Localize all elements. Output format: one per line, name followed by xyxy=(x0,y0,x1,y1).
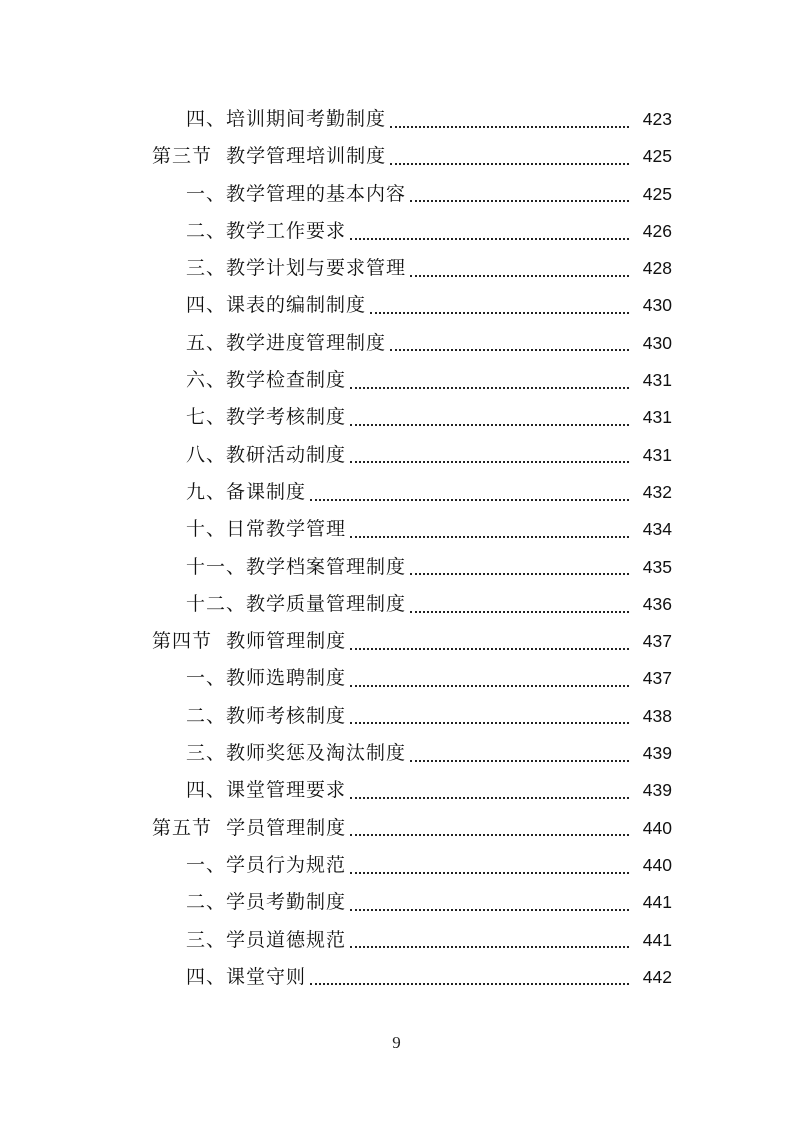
dot-leader xyxy=(410,760,629,762)
toc-entry-title: 三、教师奖惩及淘汰制度 xyxy=(186,742,407,765)
toc-section-entry[interactable] xyxy=(0,810,793,847)
toc-entry-page: 436 xyxy=(642,593,672,614)
toc-entry-page: 441 xyxy=(642,892,672,913)
toc-entry-page: 442 xyxy=(642,966,672,987)
toc-entry[interactable] xyxy=(0,287,793,324)
toc-entry-title: 四、课堂管理要求 xyxy=(186,779,347,802)
dot-leader xyxy=(410,200,629,202)
page-number: 9 xyxy=(392,1033,401,1052)
toc-entry-title: 六、教学检查制度 xyxy=(186,369,347,392)
toc-entry-title: 二、教师考核制度 xyxy=(186,704,347,727)
toc-entry-page: 432 xyxy=(642,481,672,502)
toc-entry[interactable] xyxy=(0,586,793,623)
toc-entry-title: 第四节 教师管理制度 xyxy=(152,630,347,653)
toc-entry-title: 十一、教学档案管理制度 xyxy=(186,555,407,578)
dot-leader xyxy=(310,499,629,501)
toc-section-entry[interactable] xyxy=(0,138,793,175)
toc-entry-title: 一、教师选聘制度 xyxy=(186,667,347,690)
dot-leader xyxy=(410,275,629,277)
dot-leader xyxy=(350,946,629,948)
toc-entry[interactable] xyxy=(0,437,793,474)
toc-entry[interactable] xyxy=(0,101,793,138)
toc-entry-page: 437 xyxy=(642,668,672,689)
dot-leader xyxy=(410,573,629,575)
toc-entry-page: 439 xyxy=(642,743,672,764)
toc-entry-title: 五、教学进度管理制度 xyxy=(186,331,387,354)
toc-entry-title: 第五节 学员管理制度 xyxy=(152,816,347,839)
dot-leader xyxy=(410,611,629,613)
dot-leader xyxy=(350,536,629,538)
toc-entry[interactable] xyxy=(0,399,793,436)
toc-entry-page: 440 xyxy=(642,854,672,875)
toc-entry-title: 二、学员考勤制度 xyxy=(186,891,347,914)
toc-entry-title: 四、课堂守则 xyxy=(186,965,307,988)
dot-leader xyxy=(350,685,629,687)
toc-entry-page: 423 xyxy=(642,109,672,129)
toc-entry-page: 439 xyxy=(642,780,672,801)
toc-entry-page: 426 xyxy=(642,220,672,241)
toc-entry[interactable] xyxy=(0,959,793,996)
toc-entry-page: 438 xyxy=(642,705,672,726)
toc-entry-title: 十二、教学质量管理制度 xyxy=(186,592,407,615)
toc-entry-title: 二、教学工作要求 xyxy=(186,219,347,242)
toc-entry-title: 第三节 教学管理培训制度 xyxy=(152,145,387,168)
toc-entry-page: 430 xyxy=(642,295,672,316)
dot-leader xyxy=(350,872,629,874)
toc-entry-title: 十、日常教学管理 xyxy=(186,518,347,541)
dot-leader xyxy=(350,834,629,836)
toc-entry-page: 437 xyxy=(642,631,672,652)
dot-leader xyxy=(390,126,629,128)
toc-entry[interactable] xyxy=(0,474,793,511)
dot-leader xyxy=(350,387,629,389)
toc-entry[interactable] xyxy=(0,660,793,697)
dot-leader xyxy=(390,163,629,165)
toc-entry[interactable] xyxy=(0,213,793,250)
toc-entry[interactable] xyxy=(0,250,793,287)
toc-entry-page: 431 xyxy=(642,444,672,465)
toc-entry-title: 九、备课制度 xyxy=(186,480,307,503)
toc-entry-page: 440 xyxy=(642,817,672,838)
toc-entry[interactable] xyxy=(0,176,793,213)
toc-entry-title: 七、教学考核制度 xyxy=(186,406,347,429)
toc-entry-page: 425 xyxy=(642,183,672,204)
toc-entry-title: 四、培训期间考勤制度 xyxy=(186,108,387,130)
dot-leader xyxy=(350,424,629,426)
toc-entry[interactable] xyxy=(0,922,793,959)
toc-entry-title: 三、学员道德规范 xyxy=(186,928,347,951)
dot-leader xyxy=(350,797,629,799)
toc-entry[interactable] xyxy=(0,772,793,809)
dot-leader xyxy=(350,648,629,650)
toc-entry[interactable] xyxy=(0,362,793,399)
toc-entry[interactable] xyxy=(0,325,793,362)
toc-section-entry[interactable] xyxy=(0,623,793,660)
toc-entry-title: 三、教学计划与要求管理 xyxy=(186,257,407,280)
toc-entry-page: 431 xyxy=(642,407,672,428)
toc-entry[interactable] xyxy=(0,884,793,921)
toc-entry-title: 四、课表的编制制度 xyxy=(186,294,367,317)
dot-leader xyxy=(350,909,629,911)
toc-entry[interactable] xyxy=(0,847,793,884)
toc-entry[interactable] xyxy=(0,549,793,586)
toc-entry-page: 431 xyxy=(642,370,672,391)
toc-entry-page: 434 xyxy=(642,519,672,540)
toc-entry[interactable] xyxy=(0,511,793,548)
table-of-contents xyxy=(0,101,793,996)
toc-entry[interactable] xyxy=(0,698,793,735)
toc-entry-title: 八、教研活动制度 xyxy=(186,443,347,466)
dot-leader xyxy=(370,312,629,314)
toc-entry-page: 435 xyxy=(642,556,672,577)
toc-entry-page: 428 xyxy=(642,258,672,279)
dot-leader xyxy=(350,238,629,240)
toc-entry-title: 一、教学管理的基本内容 xyxy=(186,182,407,205)
toc-entry[interactable] xyxy=(0,735,793,772)
dot-leader xyxy=(350,461,629,463)
dot-leader xyxy=(390,349,629,351)
dot-leader xyxy=(310,983,629,985)
dot-leader xyxy=(350,722,629,724)
toc-entry-page: 430 xyxy=(642,332,672,353)
toc-entry-title: 一、学员行为规范 xyxy=(186,853,347,876)
toc-entry-page: 441 xyxy=(642,929,672,950)
toc-entry-page: 425 xyxy=(642,146,672,167)
